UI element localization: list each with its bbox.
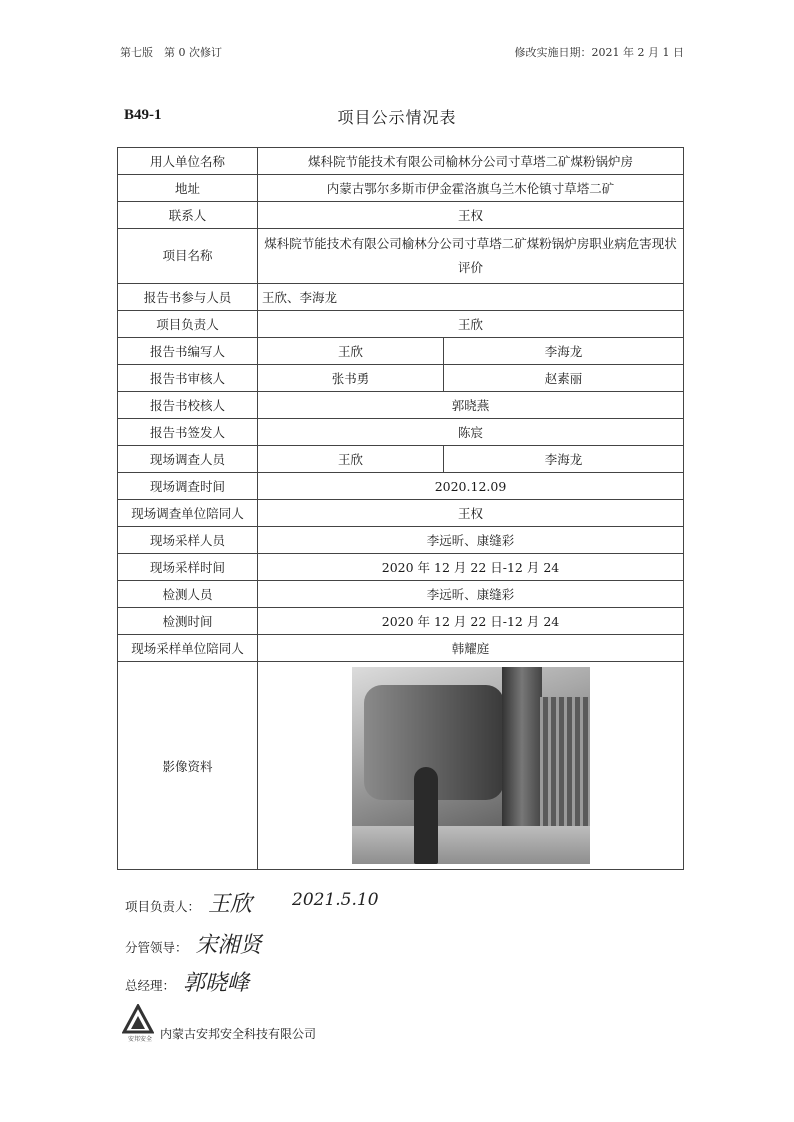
- survey-escort-value: 王权: [258, 500, 684, 527]
- reviewers-label: 报告书审核人: [118, 365, 258, 392]
- address-label: 地址: [118, 175, 258, 202]
- reviewer-2: 赵素丽: [444, 365, 684, 392]
- manager-signature: 宋湘贤: [195, 933, 262, 958]
- employer-value: 煤科院节能技术有限公司榆林分公司寸草塔二矿煤粉锅炉房: [258, 148, 684, 175]
- photo-floor: [352, 826, 590, 864]
- table-row: [118, 202, 684, 229]
- samplers-value: 李远昕、康缝彩: [258, 527, 684, 554]
- surveyors-label: 现场调查人员: [118, 446, 258, 473]
- table-row: [118, 338, 684, 365]
- sampling-escort-value: 韩耀庭: [258, 635, 684, 662]
- contact-value: 王权: [258, 202, 684, 229]
- gm-signature-line: [125, 966, 249, 997]
- table-row: [118, 527, 684, 554]
- edition-label: 第七版 第 0 次修订: [120, 46, 222, 59]
- photo-worker: [414, 767, 438, 864]
- company-name: 内蒙古安邦安全科技有限公司: [160, 1027, 317, 1041]
- table-row: [118, 311, 684, 338]
- table-row: [118, 662, 684, 870]
- testers-label: 检测人员: [118, 581, 258, 608]
- project-name-label: 项目名称: [118, 229, 258, 284]
- sampling-escort-label: 现场采样单位陪同人: [118, 635, 258, 662]
- table-row: [118, 284, 684, 311]
- lead-signature-date: 2021.5.10: [292, 890, 379, 910]
- manager-signature-label: 分管领导：: [125, 940, 188, 955]
- effective-date: 修改实施日期：2021 年 2 月 1 日: [514, 46, 684, 59]
- survey-time-value: 2020.12.09: [258, 473, 684, 500]
- sampling-time-label: 现场采样时间: [118, 554, 258, 581]
- survey-time-label: 现场调查时间: [118, 473, 258, 500]
- issuer-label: 报告书签发人: [118, 419, 258, 446]
- table-row: [118, 581, 684, 608]
- reviewer-1: 张书勇: [258, 365, 444, 392]
- images-cell: [258, 662, 684, 870]
- project-name-value: 煤科院节能技术有限公司榆林分公司寸草塔二矿煤粉锅炉房职业病危害现状评价: [258, 229, 684, 284]
- lead-signature-line: [125, 887, 252, 918]
- gm-signature-label: 总经理：: [125, 978, 176, 993]
- lead-signature-label: 项目负责人：: [125, 899, 201, 914]
- test-time-value: 2020 年 12 月 22 日-12 月 24: [258, 608, 684, 635]
- site-photo: [352, 667, 590, 864]
- table-row: [118, 473, 684, 500]
- company-logo-icon: [122, 1004, 154, 1038]
- sampling-time-value: 2020 年 12 月 22 日-12 月 24: [258, 554, 684, 581]
- table-row: [118, 229, 684, 284]
- project-lead-label: 项目负责人: [118, 311, 258, 338]
- table-row: [118, 446, 684, 473]
- testers-value: 李远昕、康缝彩: [258, 581, 684, 608]
- form-code: B49-1: [124, 107, 162, 123]
- proofreader-label: 报告书校核人: [118, 392, 258, 419]
- table-row: [118, 175, 684, 202]
- test-time-label: 检测时间: [118, 608, 258, 635]
- table-row: [118, 635, 684, 662]
- employer-label: 用人单位名称: [118, 148, 258, 175]
- writers-label: 报告书编写人: [118, 338, 258, 365]
- table-row: [118, 419, 684, 446]
- table-row: [118, 500, 684, 527]
- logo-text: 安邦安全: [127, 1036, 152, 1043]
- contact-label: 联系人: [118, 202, 258, 229]
- images-label: 影像资料: [118, 662, 258, 870]
- survey-escort-label: 现场调查单位陪同人: [118, 500, 258, 527]
- writer-2: 李海龙: [444, 338, 684, 365]
- samplers-label: 现场采样人员: [118, 527, 258, 554]
- proofreader-value: 郭晓燕: [258, 392, 684, 419]
- form-title: 项目公示情况表: [337, 108, 457, 127]
- table-row: [118, 554, 684, 581]
- lead-signature: 王欣: [208, 892, 253, 917]
- participants-label: 报告书参与人员: [118, 284, 258, 311]
- surveyor-1: 王欣: [258, 446, 444, 473]
- gm-signature: 郭晓峰: [183, 971, 250, 996]
- surveyor-2: 李海龙: [444, 446, 684, 473]
- participants-value: 王欣、李海龙: [258, 284, 684, 311]
- project-info-table: [117, 147, 684, 870]
- project-lead-value: 王欣: [258, 311, 684, 338]
- issuer-value: 陈宸: [258, 419, 684, 446]
- address-value: 内蒙古鄂尔多斯市伊金霍洛旗乌兰木伦镇寸草塔二矿: [258, 175, 684, 202]
- writer-1: 王欣: [258, 338, 444, 365]
- manager-signature-line: [125, 928, 262, 959]
- table-row: [118, 392, 684, 419]
- table-row: [118, 148, 684, 175]
- table-row: [118, 365, 684, 392]
- table-row: [118, 608, 684, 635]
